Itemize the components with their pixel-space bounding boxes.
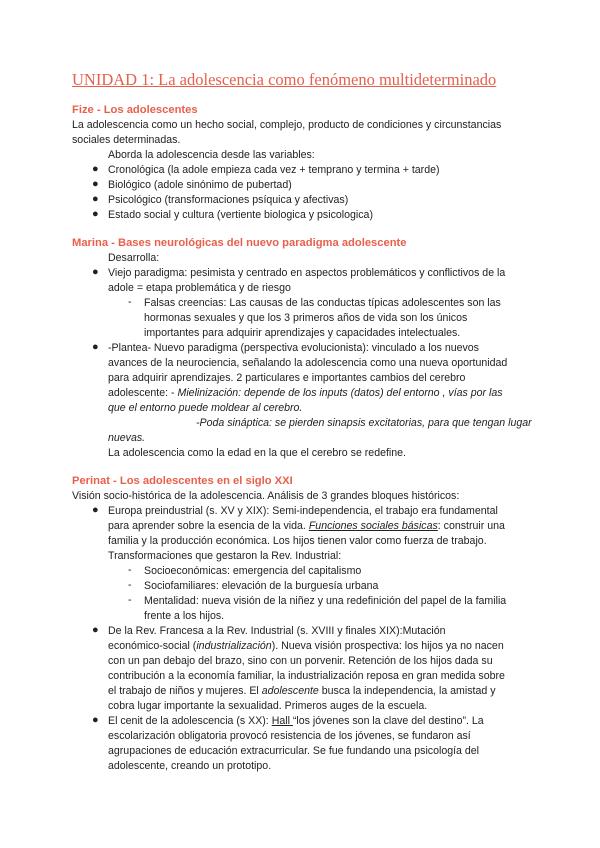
text-run: para aprender sobre la esencia de la vida. xyxy=(108,520,309,532)
sub-item-line: hormonas sexuales y que los 3 primeros años de vida son los únicos xyxy=(144,312,468,324)
list-item: Psicológico (transformaciones psíquica y afectivas) xyxy=(108,194,349,206)
list-item: De la Rev. Francesa a la Rev. Industrial (s. XVIII y finales XIX):Mutación xyxy=(108,625,446,637)
paragraph-line: Visión socio-histórica de la adolescencia. Análisis de 3 grandes bloques históricos: xyxy=(72,490,460,502)
list-item-line: con un pan debajo del brazo, sino con un porvenir. Retención de los hijos dada su xyxy=(108,655,493,667)
list-item: Biológico (adole sinónimo de pubertad) xyxy=(108,179,292,191)
list-item-line: Transformaciones que gestaron la Rev. Industrial: xyxy=(108,550,342,562)
list-item-line: -Poda sináptica: se pierden sinapsis excitatorias, para que tengan lugar xyxy=(196,417,532,429)
bullet-icon: ● xyxy=(92,193,99,205)
bullet-icon: ● xyxy=(92,178,99,190)
sub-item: Falsas creencias: Las causas de las conductas típicas adolescentes son las xyxy=(144,297,501,309)
list-item: Estado social y cultura (vertiente biologica y psicologica) xyxy=(108,209,373,221)
list-item-line: que el entorno puede moldear al cerebro. xyxy=(108,402,303,414)
section-heading-fize: Fize - Los adolescentes xyxy=(72,104,198,116)
list-item-line: agrupaciones de educación extracurricular. Se fue fundando una psicología del xyxy=(108,745,480,757)
italic-text: industrialización xyxy=(196,640,272,652)
list-item: -Plantea- Nuevo paradigma (perspectiva evolucionista): vinculado a los nuevos xyxy=(108,342,479,354)
list-item-line: escolarización obligatoria provocó resistencia de los jóvenes, se fundaron así xyxy=(108,730,471,742)
sub-item: Mentalidad: nueva visión de la niñez y una redefinición del papel de la familia xyxy=(144,595,507,607)
bullet-icon: ● xyxy=(92,504,99,516)
sub-item: Socioeconómicas: emergencia del capitalismo xyxy=(144,565,362,577)
dash-icon: - xyxy=(128,564,132,576)
italic-text: Mielinización: depende de los inputs (datos) del entorno , vías por las xyxy=(177,387,503,399)
italic-underlined-text: Funciones sociales básicas xyxy=(308,520,438,532)
bullet-icon: ● xyxy=(92,266,99,278)
text-run: el trabajo de niños y mujeres. El xyxy=(108,685,262,697)
text-run: económico-social ( xyxy=(108,640,197,652)
bullet-icon: ● xyxy=(92,208,99,220)
dash-icon: - xyxy=(128,594,132,606)
list-item-line: adole = etapa problemática y de riesgo xyxy=(108,282,291,294)
list-item-line xyxy=(108,519,505,533)
list-item: Cronológica (la adole empieza cada vez + temprano y termina + tarde) xyxy=(108,164,440,176)
bullet-icon: ● xyxy=(92,624,99,636)
list-item-line: para adquirir aprendizajes. 2 particulares e importantes cambios del cerebro xyxy=(108,372,466,384)
list-item-line xyxy=(108,639,504,653)
list-item-line: familia y la producción económica. Los hijos tienen valor como fuerza de trabajo. xyxy=(108,535,487,547)
paragraph-line: Desarrolla: xyxy=(108,252,160,264)
list-item-line xyxy=(108,386,503,400)
list-item-line: nuevas. xyxy=(108,432,146,444)
list-item xyxy=(108,714,484,728)
list-item-line: cobra lugar importante la sexualidad. Primeros auges de la escuela. xyxy=(108,700,428,712)
paragraph-line: La adolescencia como la edad en la que el cerebro se redefine. xyxy=(108,447,407,459)
list-item-line xyxy=(108,684,496,698)
text-run: ). Nueva visión prospectiva: los hijos ya no nacen xyxy=(271,640,504,652)
sub-item: Sociofamiliares: elevación de la burguesía urbana xyxy=(144,580,379,592)
paragraph-line: Aborda la adolescencia desde las variables: xyxy=(108,149,315,161)
document-title: UNIDAD 1: La adolescencia como fenómeno multideterminado xyxy=(72,70,497,89)
list-item-line: adolescente, creando un prototipo. xyxy=(108,760,272,772)
bullet-icon: ● xyxy=(92,714,99,726)
section-heading-marina: Marina - Bases neurológicas del nuevo paradigma adolescente xyxy=(72,237,407,249)
sub-item-line: importantes para adquirir aprendizajes y capacidades intelectuales. xyxy=(144,327,461,339)
bullet-icon: ● xyxy=(92,341,99,353)
italic-text: adolescente xyxy=(261,685,319,697)
dash-icon: - xyxy=(128,296,132,308)
paragraph-line: sociales determinadas. xyxy=(72,134,181,146)
text-run: adolescente: - xyxy=(108,387,178,399)
list-item-line: avances de la neurociencia, señalando la adolescencia como una nueva oportunidad xyxy=(108,357,508,369)
sub-item-line: frente a los hijos. xyxy=(144,610,225,622)
dash-icon: - xyxy=(128,579,132,591)
list-item: Viejo paradigma: pesimista y centrado en aspectos problemáticos y conflictivos de la xyxy=(108,267,506,279)
text-run: busca la independencia, la amistad y xyxy=(318,685,496,697)
paragraph-line: La adolescencia como un hecho social, complejo, producto de condiciones y circunstancias xyxy=(72,119,502,131)
section-heading-perinat: Perinat - Los adolescentes en el siglo XXI xyxy=(72,475,293,487)
text-run: : construir una xyxy=(437,520,505,532)
bullet-icon: ● xyxy=(92,163,99,175)
underlined-text: Hall xyxy=(271,715,293,727)
list-item-line: contribución a la economía familiar, la industrialización reposa en gran medida sobre xyxy=(108,670,505,682)
text-run: El cenit de la adolescencia (s XX): xyxy=(108,715,272,727)
text-run: “los jóvenes son la clave del destino”. La xyxy=(292,715,484,727)
list-item: Europa preindustrial (s. XV y XIX): Semi-independencia, el trabajo era fundamental xyxy=(108,505,498,517)
